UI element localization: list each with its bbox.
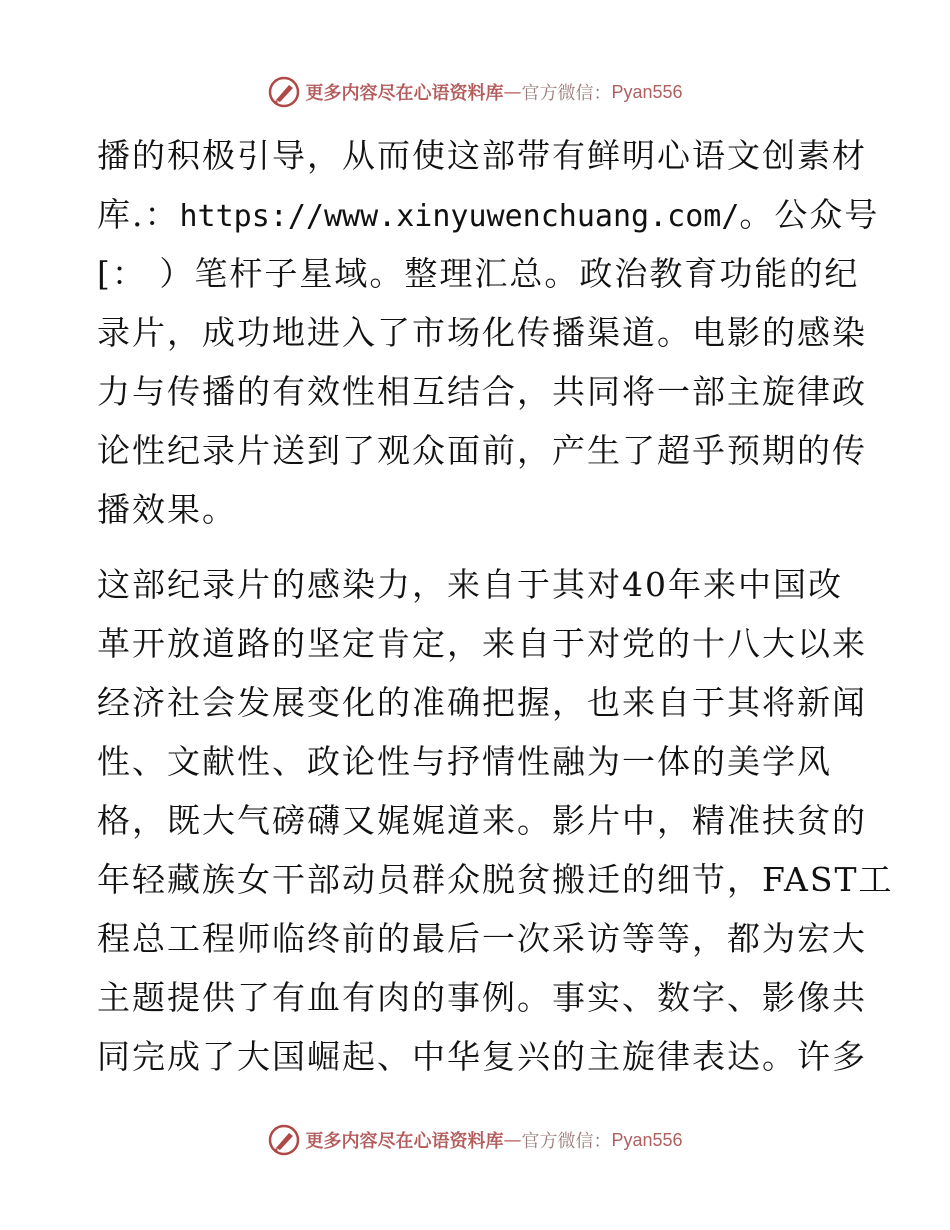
text-line: 播的积极引导，从而使这部带有鲜明心语文创素材 <box>97 136 867 175</box>
paragraph-gap <box>97 539 857 555</box>
text-line <box>97 185 880 244</box>
text-line: 经济社会发展变化的准确把握，也来自于其将新闻 <box>97 683 867 722</box>
watermark-dash: — <box>503 81 522 103</box>
text-line: 程总工程师临终前的最后一次采访等等，都为宏大 <box>97 919 867 958</box>
watermark-wechat-label: 官方微信： <box>521 83 612 104</box>
text-line: 这部纪录片的感染力，来自于其对40年来中国改 <box>97 565 843 604</box>
url-text: https://www.xinyuwenchuang.com/ <box>179 199 740 234</box>
watermark-dash: — <box>503 1129 522 1151</box>
watermark-site-text: 更多内容尽在心语资料库 <box>305 83 504 104</box>
watermark-banner-bottom <box>0 1120 950 1160</box>
text-line: 录片，成功地进入了市场化传播渠道。电影的感染 <box>97 313 867 352</box>
watermark-wechat-label: 官方微信： <box>521 1131 612 1152</box>
text-segment: 。公众号 <box>739 195 880 234</box>
text-line: [： ）笔杆子星域。整理汇总。政治教育功能的纪 <box>97 254 860 293</box>
text-line: 革开放道路的坚定肯定，来自于对党的十八大以来 <box>97 624 867 663</box>
paragraph-1 <box>97 126 880 539</box>
pen-circle-icon <box>267 75 301 109</box>
text-line: 论性纪录片送到了观众面前，产生了超乎预期的传 <box>97 431 867 470</box>
text-line: 主题提供了有血有肉的事例。事实、数字、影像共 <box>97 978 867 1017</box>
watermark-banner-top <box>0 72 950 112</box>
paragraph-2 <box>97 555 894 1086</box>
text-line: 年轻藏族女干部动员群众脱贫搬迁的细节，FAST工 <box>97 860 894 899</box>
text-segment: 库.： <box>97 195 180 234</box>
text-line: 性、文献性、政论性与抒情性融为一体的美学风 <box>97 742 832 781</box>
text-line: 格，既大气磅礴又娓娓道来。影片中，精准扶贫的 <box>97 801 867 840</box>
watermark-wechat-id: Pyan556 <box>611 1129 683 1150</box>
text-line: 力与传播的有效性相互结合，共同将一部主旋律政 <box>97 372 867 411</box>
text-line: 同完成了大国崛起、中华复兴的主旋律表达。许多 <box>97 1037 867 1076</box>
watermark-wechat-id: Pyan556 <box>611 81 683 102</box>
watermark-site-text: 更多内容尽在心语资料库 <box>305 1131 504 1152</box>
pen-circle-icon <box>267 1123 301 1157</box>
document-body <box>97 126 894 1086</box>
text-line: 播效果。 <box>97 490 237 529</box>
